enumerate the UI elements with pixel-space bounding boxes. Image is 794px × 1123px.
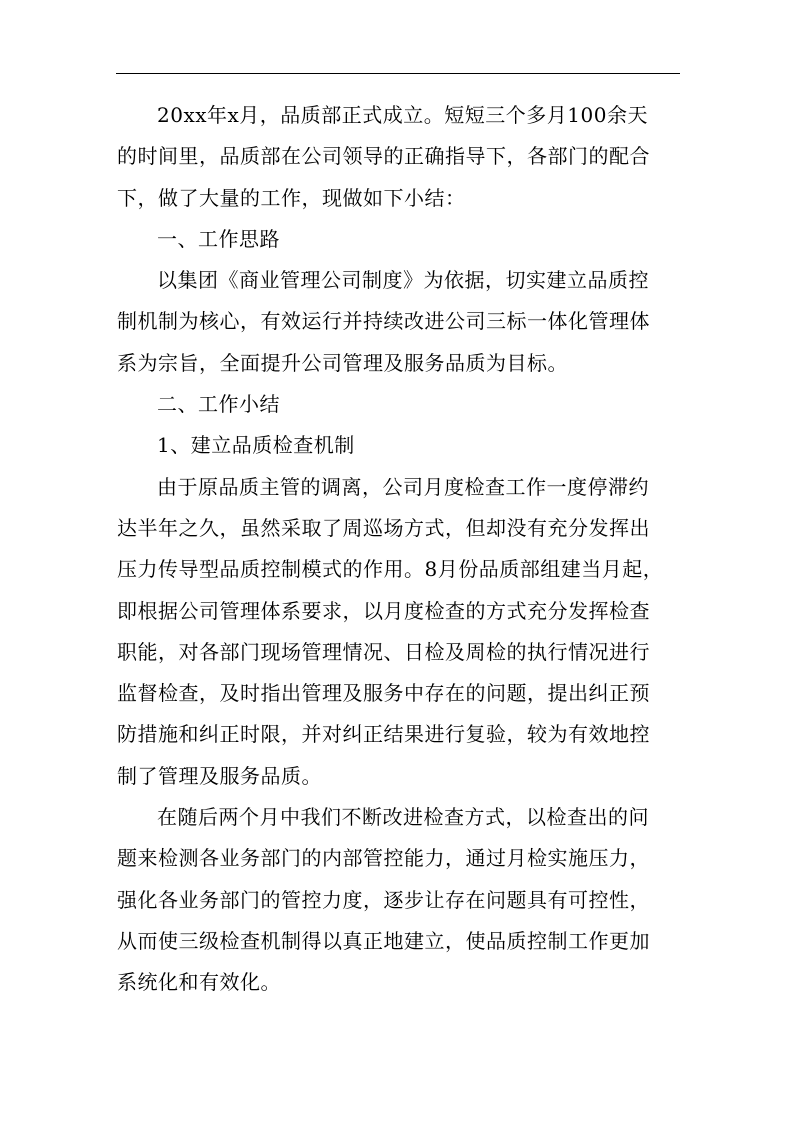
header-rule bbox=[116, 73, 680, 74]
document-body bbox=[117, 95, 683, 1004]
subsection-heading-inspection bbox=[117, 425, 683, 466]
text-line: 压力传导型品质控制模式的作用。8月份品质部组建当月起， bbox=[117, 557, 664, 582]
text-line: 系为宗旨，全面提升公司管理及服务品质为目标。 bbox=[117, 350, 568, 375]
section-heading-thinking bbox=[117, 219, 683, 260]
text-line: 下，做了大量的工作，现做如下小结： bbox=[117, 185, 466, 210]
text-line: 防措施和纠正时限，并对纠正结果进行复验，较为有效地控 bbox=[117, 722, 650, 747]
text-line: 系统化和有效化。 bbox=[117, 970, 281, 995]
text-line: 职能，对各部门现场管理情况、日检及周检的执行情况进行 bbox=[117, 639, 650, 664]
text-line: 制了管理及服务品质。 bbox=[117, 763, 322, 788]
text-line: 的时间里，品质部在公司领导的正确指导下，各部门的配合 bbox=[117, 144, 650, 169]
text-line: 以集团《商业管理公司制度》为依据，切实建立品质控 bbox=[157, 268, 649, 293]
section-heading-summary bbox=[117, 384, 683, 425]
text-line: 在随后两个月中我们不断改进检查方式，以检查出的问 bbox=[157, 805, 649, 830]
text-line: 由于原品质主管的调离，公司月度检查工作一度停滞约 bbox=[157, 474, 649, 499]
text-line: 二、工作小结 bbox=[157, 392, 280, 417]
text-line: 制机制为核心，有效运行并持续改进公司三标一体化管理体 bbox=[117, 309, 650, 334]
paragraph-inspection bbox=[117, 467, 683, 797]
text-line: 20xx年x月，品质部正式成立。短短三个多月100余天 bbox=[157, 103, 648, 127]
text-line: 达半年之久，虽然采取了周巡场方式，但却没有充分发挥出 bbox=[117, 515, 650, 540]
text-line: 从而使三级检查机制得以真正地建立，使品质控制工作更加 bbox=[117, 928, 650, 953]
text-line: 强化各业务部门的管控力度，逐步让存在问题具有可控性， bbox=[117, 887, 650, 912]
paragraph-thinking bbox=[117, 260, 683, 384]
text-line: 即根据公司管理体系要求，以月度检查的方式充分发挥检查 bbox=[117, 598, 650, 623]
paragraph-intro bbox=[117, 95, 683, 219]
paragraph-improvement bbox=[117, 797, 683, 1003]
text-line: 题来检测各业务部门的内部管控能力，通过月检实施压力， bbox=[117, 846, 650, 871]
text-line: 一、工作思路 bbox=[157, 226, 280, 251]
text-line: 监督检查，及时指出管理及服务中存在的问题，提出纠正预 bbox=[117, 681, 650, 706]
text-line: 1、建立品质检查机制 bbox=[157, 433, 355, 458]
